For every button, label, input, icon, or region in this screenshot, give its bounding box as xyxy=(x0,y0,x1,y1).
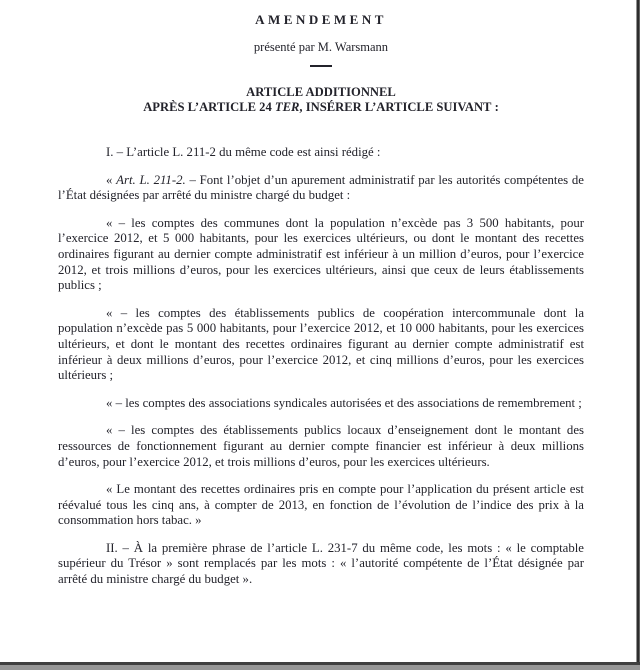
presented-by-line: présenté par M. Warsmann xyxy=(253,40,389,54)
article-heading xyxy=(58,85,584,115)
paragraph-epci: « – les comptes des établissements publics de coopération intercommunale dont la population n’excède pas 5 000 habitants, pour l’exercice 2012, et 10 000 habitants, pour les exercices ultérieurs, et dont le montant des recettes ordinaires figurant au dernier compte administratif est inférieur à deux millions d’euros, pour l’exercice 2012, et cinq millions d’euros, pour les exercices ultérieurs ; xyxy=(58,305,584,383)
article-heading-line2-post: , INSÉRER L’ARTICLE SUIVANT : xyxy=(299,100,499,114)
paragraph-associations-syndicales: « – les comptes des associations syndicales autorisées et des associations de remembrement ; xyxy=(106,395,582,410)
article-heading-line2-pre: APRÈS L’ARTICLE 24 xyxy=(143,100,275,114)
page-edge-shadow-bottom xyxy=(0,662,640,670)
paragraph-art-italic-ref: Art. L. 211-2. xyxy=(116,172,186,187)
page-edge-shadow-right xyxy=(636,0,640,662)
paragraph-art-text: – Font l’objet d’un apurement administratif par les autorités compétentes de l’État désignées par arrêté du ministre chargé du budget : xyxy=(58,172,584,203)
separator-dash xyxy=(310,65,332,67)
paragraph-communes: « – les comptes des communes dont la population n’excède pas 3 500 habitants, pour l’exercice 2012, et 5 000 habitants, pour les exercices ultérieurs, ou dont le montant des recettes ordinaires figurant au dernier compte administratif est inférieur à un million d’euros, pour l’exercice 2012, et trois millions d’euros, pour les exercices ultérieurs, ainsi que ceux de leurs établissements publics ; xyxy=(58,215,584,293)
paragraph-ii: II. – À la première phrase de l’article L. 231-7 du même code, les mots : « le comptable supérieur du Trésor » sont remplacés par les mots : « l’autorité compétente de l’État désignée par arrêté du ministre chargé du budget ». xyxy=(58,540,584,587)
document-body xyxy=(58,145,584,588)
paragraph-i: I. – L’article L. 211-2 du même code est ainsi rédigé : xyxy=(106,145,381,159)
paragraph-montant-recettes: « Le montant des recettes ordinaires pris en compte pour l’application du présent article est réévalué tous les cinq ans, à compter de 2013, en fonction de l’évolution de l’indice des prix à la consommation hors tabac. » xyxy=(58,482,584,528)
paragraph-art-l-211-2 xyxy=(58,173,584,204)
article-heading-line1: ARTICLE ADDITIONNEL xyxy=(246,85,396,99)
document-content xyxy=(58,0,584,588)
article-heading-line2-italic: TER xyxy=(274,100,300,114)
paragraph-etablissements-enseignement: « – les comptes des établissements publics locaux d’enseignement dont le montant des ressources de fonctionnement figurant au dernier compte financier est inférieur à deux millions d’euros, pour l’exercice 2012, et trois millions d’euros, pour les exercices ultérieurs. xyxy=(58,423,584,469)
document-title: AMENDEMENT xyxy=(255,12,387,27)
paragraph-art-lead: « xyxy=(106,172,117,187)
